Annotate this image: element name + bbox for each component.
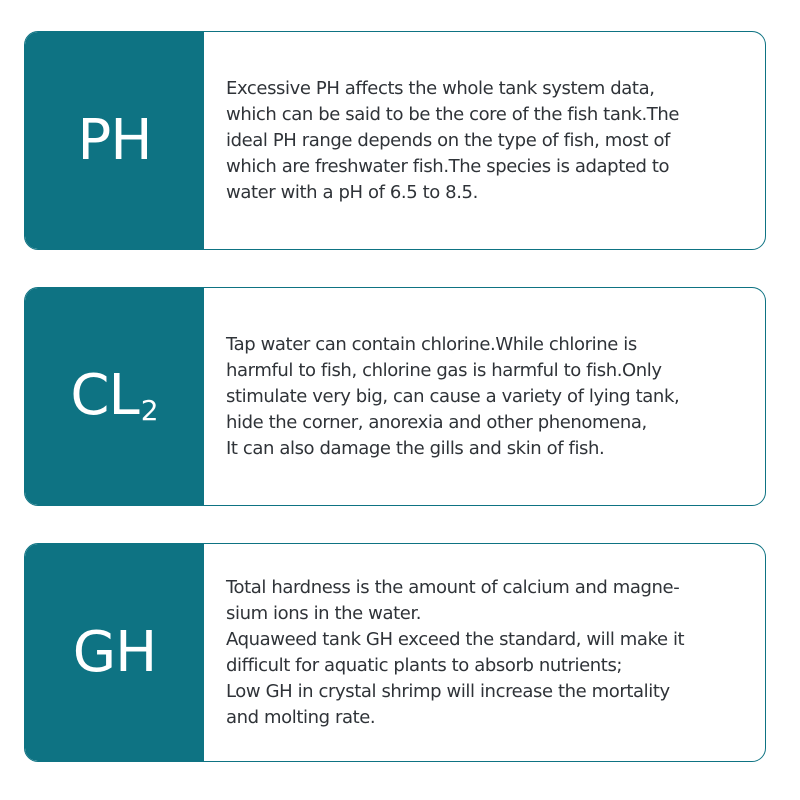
ph-description-line: which can be said to be the core of the fish tank.The <box>226 103 680 125</box>
cl2-label-subscript: 2 <box>140 394 159 427</box>
ph-description-line: which are freshwater fish.The species is adapted to <box>226 155 670 177</box>
gh-description <box>226 544 751 761</box>
gh-description-line: sium ions in the water. <box>226 602 422 624</box>
gh-description-line: Aquaweed tank GH exceed the standard, will make it <box>226 628 685 650</box>
ph-description-line: Excessive PH affects the whole tank system data, <box>226 77 655 99</box>
ph-description-line: ideal PH range depends on the type of fish, most of <box>226 129 670 151</box>
gh-description-line: difficult for aquatic plants to absorb nutrients; <box>226 654 623 676</box>
cl2-label-main: CL <box>70 363 139 428</box>
cl2-description-line: harmful to fish, chlorine gas is harmful to fish.Only <box>226 359 662 381</box>
gh-description-line: and molting rate. <box>226 706 376 728</box>
ph-label: PH <box>77 107 152 173</box>
ph-description <box>226 32 751 249</box>
cl2-description-line: stimulate very big, can cause a variety of lying tank, <box>226 385 680 407</box>
card-gh <box>24 543 766 762</box>
gh-label: GH <box>72 619 157 685</box>
gh-description-line: Low GH in crystal shrimp will increase the mortality <box>226 680 670 702</box>
ph-label-block <box>25 32 204 249</box>
cl2-description-line: Tap water can contain chlorine.While chlorine is <box>226 333 637 355</box>
card-cl2 <box>24 287 766 506</box>
gh-label-block <box>25 544 204 761</box>
ph-description-line: water with a pH of 6.5 to 8.5. <box>226 181 478 203</box>
cl2-label <box>70 363 159 428</box>
cl2-description-line: It can also damage the gills and skin of fish. <box>226 437 605 459</box>
cl2-label-block <box>25 288 204 505</box>
gh-description-line: Total hardness is the amount of calcium and magne- <box>226 576 680 598</box>
card-ph <box>24 31 766 250</box>
cl2-description <box>226 288 751 505</box>
cl2-description-line: hide the corner, anorexia and other phenomena, <box>226 411 647 433</box>
